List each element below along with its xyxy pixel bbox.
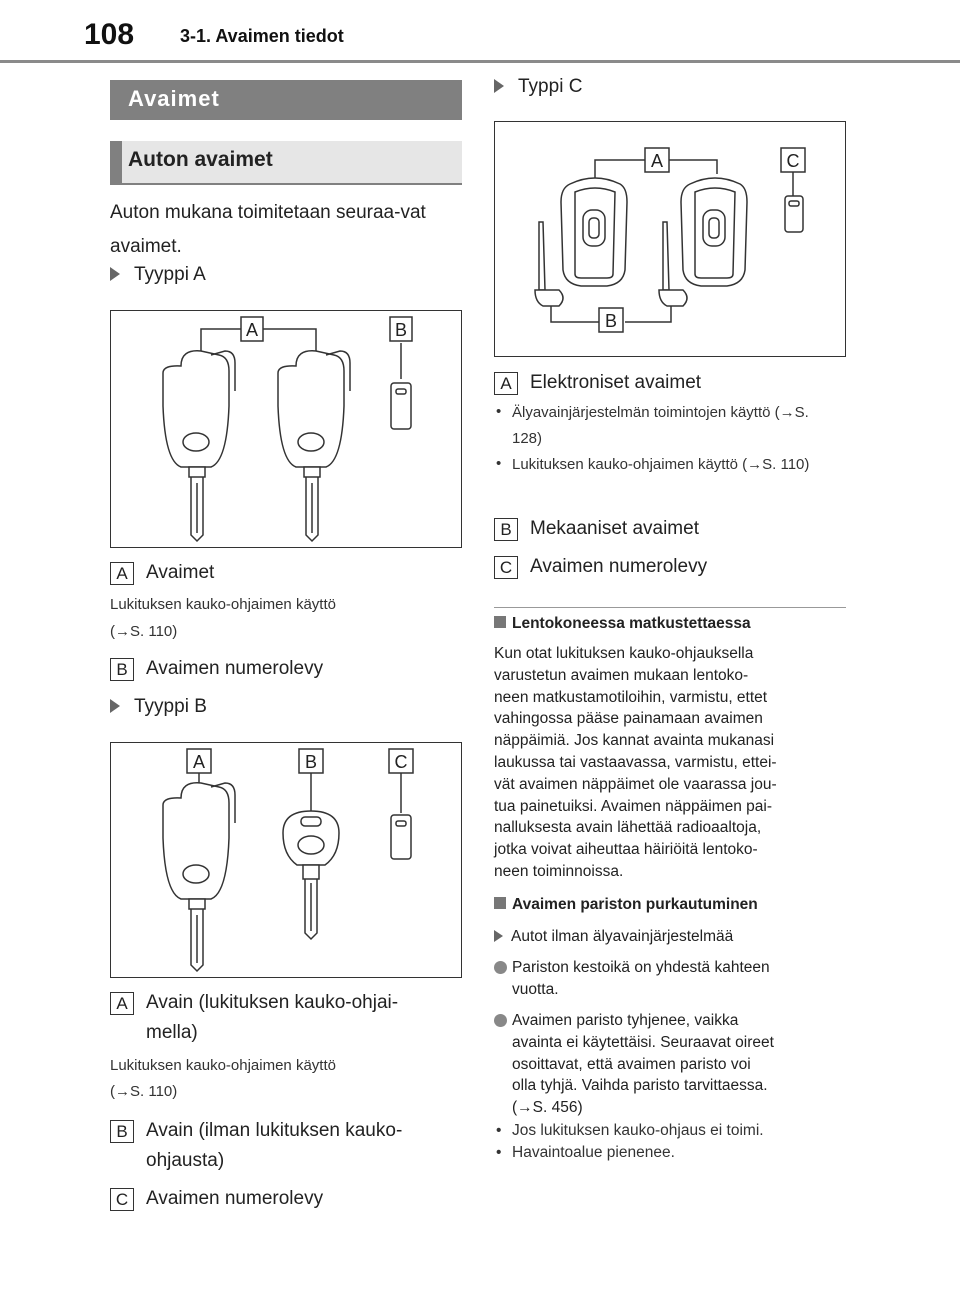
- triangle-icon: [110, 699, 120, 713]
- battery-subheading: Autot ilman älyavainjärjestelmää: [494, 928, 733, 946]
- fig-c-callout-c: C: [786, 151, 800, 171]
- type-a-heading: Tyyppi A: [110, 264, 206, 286]
- chapter-bar: Avaimet: [110, 80, 462, 120]
- battery-drain-item: Avaimen paristo tyhjenee, vaikka avainta ei käytettäisi. Seuraavat oireet osoittavat, että avaimen paristo voi olla tyhjä. Vaihda paristo tarvittaessa. (→S. 456): [494, 1010, 846, 1119]
- fig-a-callout-b: B: [394, 320, 408, 340]
- fig-b-callout-a: A: [192, 752, 206, 772]
- flight-paragraph: Kun otat lukituksen kauko-ohjauksella varustetun avaimen mukaan lentoko- neen matkustamotiloihin, varmistu, ettet vahingossa pääse painamaan avaimen näppäimiä. Jos kannat avainta mukanasi laukussa tai vastaavassa, varmistu, ettei- vät avaimen näppäimet ole vaarassa jou- tua painetuiksi. Avaimen näppäimen pai- nalluksesta avain lähettää radioaaltoja, jotka voivat aiheuttaa häiriöitä lentoko- neen toiminnoissa.: [494, 645, 777, 880]
- note-remote-a: Lukituksen kauko-ohjaimen käyttö: [110, 596, 336, 613]
- bullet-smart-key: • Älyavainjärjestelmän toimintojen käyttö (→S. 128): [494, 400, 846, 452]
- fig-a-callout-a: A: [245, 320, 259, 340]
- figure-type-c: [494, 121, 846, 357]
- type-c-keys-illustration: [495, 122, 844, 355]
- header-rule: [0, 60, 960, 63]
- fig-b-callout-c: C: [394, 752, 408, 772]
- fig-c-callout-a: A: [650, 151, 664, 171]
- battery-heading: Avaimen pariston purkautuminen: [494, 896, 758, 914]
- type-b-keys-illustration: [111, 743, 460, 976]
- intro-text: Auton mukana toimitetaan seuraa-vat avaimet.: [110, 202, 426, 257]
- label-a-electronic: A Elektroniset avaimet: [494, 372, 701, 398]
- bullet-remote: • Lukituksen kauko-ohjaimen käyttö (→S. 110): [494, 452, 846, 478]
- triangle-icon: [494, 930, 503, 942]
- square-icon: [494, 616, 506, 628]
- note-remote-b-ref: (→S. 110): [110, 1083, 178, 1100]
- label-b-mechanical: B Mekaaniset avaimet: [494, 518, 699, 544]
- label-c-plate-right: C Avaimen numerolevy: [494, 556, 707, 582]
- note-remote-a-ref: (→S. 110): [110, 623, 178, 640]
- label-a-keys: A Avaimet: [110, 562, 214, 588]
- fig-c-callout-b: B: [604, 311, 618, 331]
- flight-heading: Lentokoneessa matkustettaessa: [494, 615, 751, 633]
- note-remote-b: Lukituksen kauko-ohjaimen käyttö: [110, 1057, 336, 1074]
- figure-type-b: [110, 742, 462, 978]
- figure-type-a: [110, 310, 462, 548]
- triangle-icon: [110, 267, 120, 281]
- label-b-plain-key: B Avain (ilman lukituksen kauko-ohjausta): [110, 1120, 462, 1176]
- label-b-plate: B Avaimen numerolevy: [110, 658, 323, 684]
- label-a-remote-key: A Avain (lukituksen kauko-ohjai-mella): [110, 992, 462, 1048]
- separator: [494, 607, 846, 608]
- circle-bullet-icon: [494, 961, 507, 974]
- page-number: 108: [84, 18, 135, 51]
- type-c-heading: Typpi C: [494, 76, 582, 98]
- symptom-remote: • Jos lukituksen kauko-ohjaus ei toimi.: [494, 1120, 846, 1142]
- circle-bullet-icon: [494, 1014, 507, 1027]
- label-c-plate: C Avaimen numerolevy: [110, 1188, 323, 1214]
- triangle-icon: [494, 79, 504, 93]
- section-title: 3-1. Avaimen tiedot: [180, 26, 344, 46]
- fig-b-callout-b: B: [304, 752, 318, 772]
- symptom-range: • Havaintoalue pienenee.: [494, 1142, 846, 1164]
- subsection-bar: Auton avaimet: [110, 141, 462, 185]
- square-icon: [494, 897, 506, 909]
- battery-life-item: Pariston kestoikä on yhdestä kahteen vuotta.: [494, 957, 846, 1001]
- type-a-keys-illustration: [111, 311, 460, 546]
- type-b-heading: Tyyppi B: [110, 696, 207, 718]
